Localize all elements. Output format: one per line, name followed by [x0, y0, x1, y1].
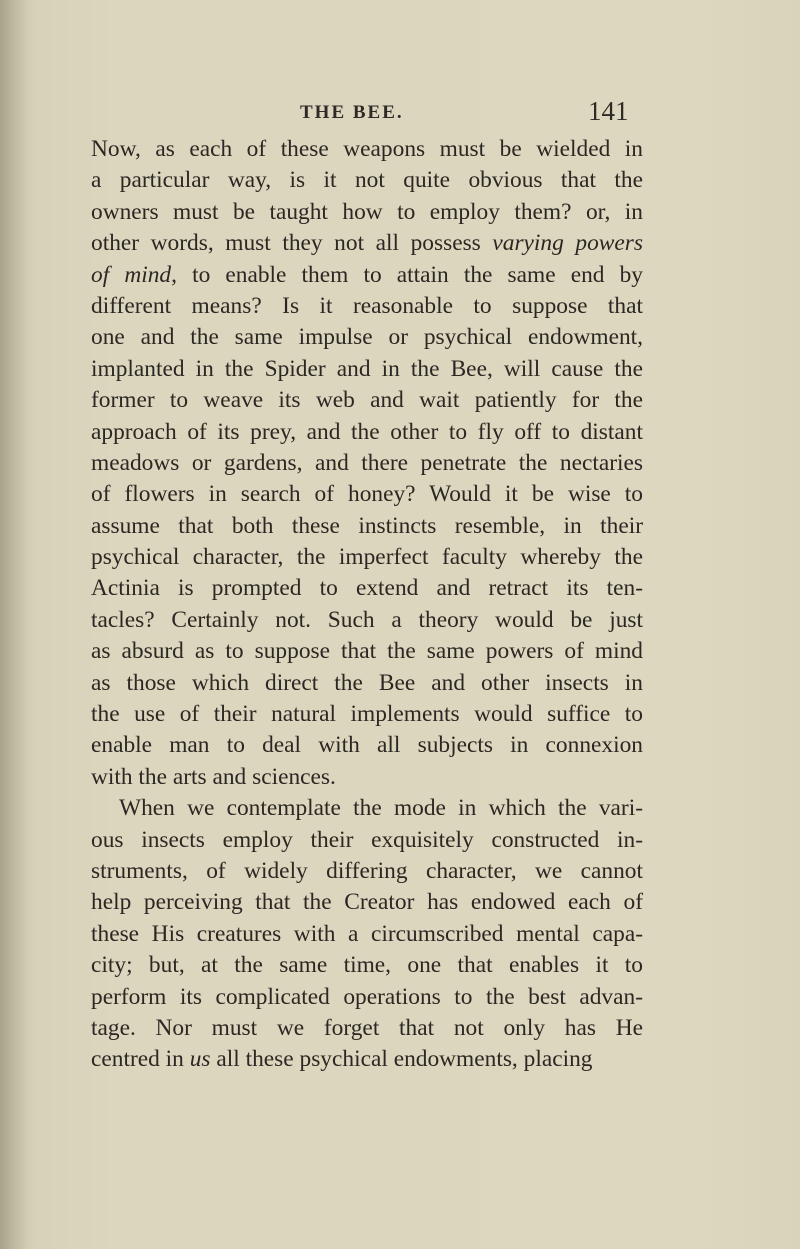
text-line: owners must be taught how to employ them? or, in — [91, 198, 643, 225]
text-line: as those which direct the Bee and other insects in — [91, 669, 643, 696]
page-number: 141 — [588, 96, 629, 126]
text-line: When we contemplate the mode in which the vari- — [119, 795, 643, 822]
text-line: of mind, to enable them to attain the same end by — [91, 261, 643, 288]
text-line: help perceiving that the Creator has endowed each of — [91, 889, 643, 916]
text-line: perform its complicated operations to the best advan- — [91, 983, 643, 1010]
text-line: enable man to deal with all subjects in connexion — [91, 732, 643, 759]
text-line: centred in us all these psychical endowments, placing — [91, 1046, 593, 1073]
italic-phrase: of mind — [91, 261, 172, 288]
text-line: one and the same impulse or psychical endowment, — [91, 324, 643, 351]
text-line: as absurd as to suppose that the same powers of mind — [91, 638, 643, 665]
text-line: of flowers in search of honey? Would it be wise to — [91, 481, 643, 508]
text-line: assume that both these instincts resemble, in their — [91, 512, 643, 539]
body-text — [91, 134, 643, 1076]
italic-phrase: us — [189, 1046, 211, 1073]
running-head-title: THE BEE. — [300, 102, 404, 123]
text-line: these His creatures with a circumscribed mental capa- — [91, 920, 643, 947]
text-line: Now, as each of these weapons must be wielded in — [91, 136, 643, 162]
text-line: tage. Nor must we forget that not only has He — [91, 1014, 643, 1041]
italic-phrase: varying powers — [492, 230, 643, 257]
text-line: approach of its prey, and the other to fly off to distant — [91, 418, 643, 445]
text-line: former to weave its web and wait patiently for the — [91, 387, 643, 414]
running-head — [0, 96, 800, 132]
text-line: tacles? Certainly not. Such a theory would be just — [91, 606, 643, 633]
text-line: psychical character, the imperfect faculty whereby the — [91, 544, 643, 571]
text-line: implanted in the Spider and in the Bee, will cause the — [91, 355, 643, 382]
text-line: Actinia is prompted to extend and retract its ten- — [91, 575, 643, 602]
text-line: city; but, at the same time, one that enables it to — [91, 952, 643, 979]
text-line: other words, must they not all possess varying powers — [91, 230, 643, 257]
page-gutter-shadow — [0, 0, 28, 1249]
text-line: struments, of widely differing character, we cannot — [91, 857, 643, 884]
text-line: different means? Is it reasonable to suppose that — [91, 292, 643, 319]
text-line: ous insects employ their exquisitely constructed in- — [91, 826, 643, 853]
text-line: the use of their natural implements would suffice to — [91, 701, 643, 728]
text-line: a particular way, is it not quite obvious that the — [91, 167, 643, 194]
text-line: with the arts and sciences. — [91, 763, 336, 790]
text-line: meadows or gardens, and there penetrate the nectaries — [91, 449, 643, 476]
